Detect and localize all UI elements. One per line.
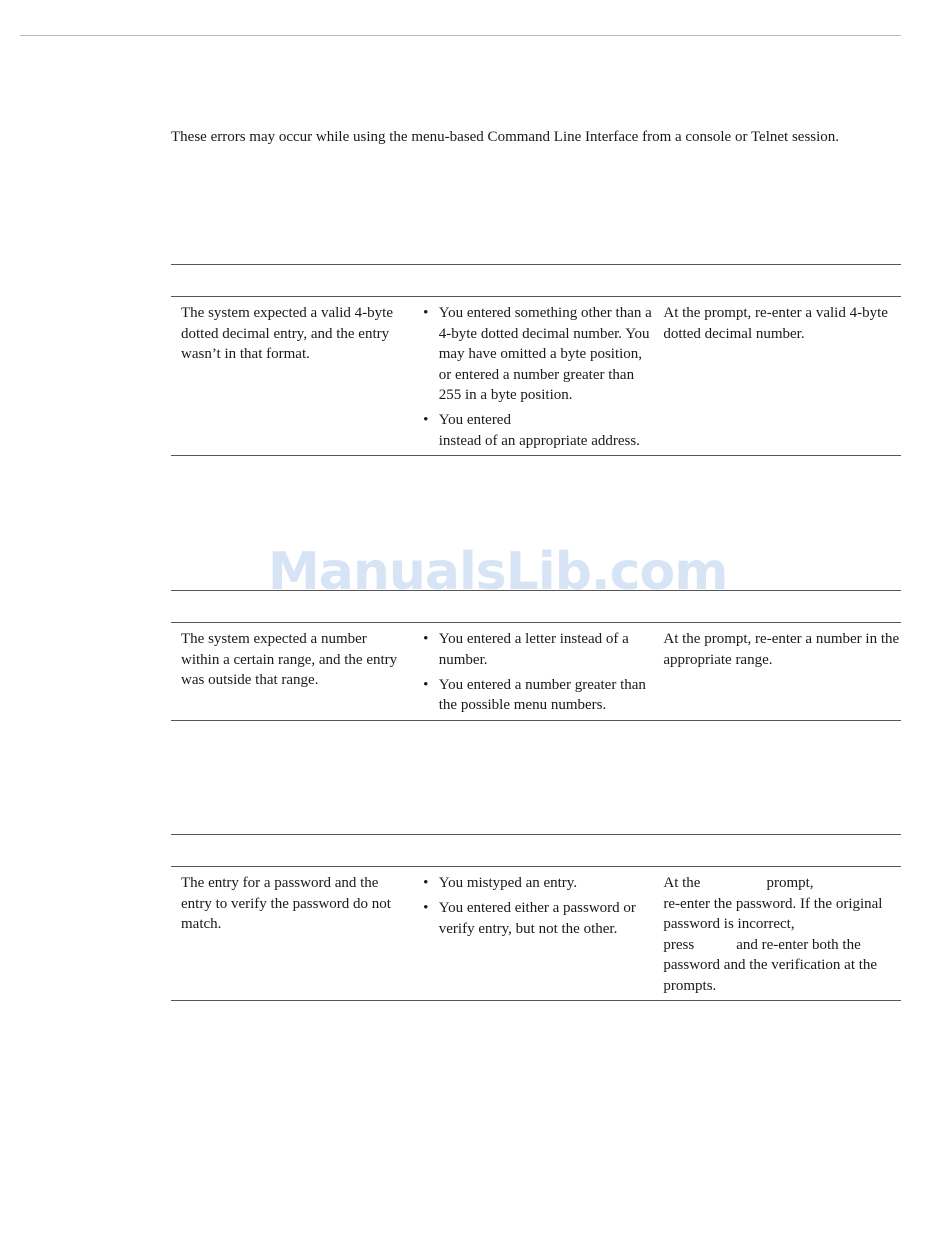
cause-list: [420, 629, 654, 716]
bullet-icon: •: [423, 631, 429, 647]
cause-list: [420, 303, 654, 451]
table-header-row: [171, 835, 901, 866]
watermark-logo: ManualsLib.com: [268, 542, 728, 602]
cause-item: • You entered a number greater than the possible menu numbers.: [420, 675, 654, 716]
cause-list: [420, 873, 654, 939]
table-row: [171, 622, 901, 721]
table-header-row: [171, 265, 901, 296]
action-text-2: prompt,: [766, 875, 814, 891]
recommended-action: At the prompt, re-enter a valid 4-byte dotted decimal number.: [663, 305, 888, 342]
error-table-password-mismatch: [171, 834, 901, 1001]
possible-causes: [410, 873, 654, 996]
cause-item: • You entered either a password or verify entry, but not the other.: [420, 898, 654, 939]
bullet-icon: •: [423, 676, 429, 693]
error-table-ip-address: [171, 264, 901, 456]
table-header-row: [171, 591, 901, 622]
error-description: The system expected a valid 4-byte dotted decimal entry, and the entry wasn’t in that format.: [181, 305, 394, 362]
intro-paragraph: These errors may occur while using the menu-based Command Line Interface from a console or Telnet session.: [171, 129, 840, 145]
bullet-icon: •: [423, 412, 429, 428]
cause-item: • You entered something other than a 4-byte dotted decimal number. You may have omitted a byte position, or entered a number greater than 255 in a byte position.: [420, 303, 654, 406]
recommended-action: [653, 873, 901, 996]
action-text-4: press: [663, 936, 695, 953]
cause-item: • You mistyped an entry.: [420, 873, 654, 894]
table-row: [171, 866, 901, 1001]
error-description: The entry for a password and the entry to verify the password do not match.: [181, 875, 391, 932]
possible-causes: [410, 303, 654, 451]
error-description: The system expected a number within a certain range, and the entry was outside that range.: [181, 631, 398, 688]
page-header-rule: [20, 35, 901, 36]
bullet-icon: •: [423, 875, 429, 891]
action-text-5: and re-enter both the password and the verification at the prompts.: [663, 936, 878, 994]
cause-item: • You entered a letter instead of a number.: [420, 629, 654, 670]
action-text-3: re-enter the password. If the original password is incorrect,: [663, 895, 883, 932]
table-row: [171, 296, 901, 456]
action-text-1: At the: [663, 875, 701, 891]
bullet-icon: •: [423, 305, 429, 321]
recommended-action: At the prompt, re-enter a number in the appropriate range.: [663, 631, 900, 668]
error-table-number-range: [171, 590, 901, 721]
cause-text: You entered instead of an appropriate address.: [438, 412, 640, 449]
bullet-icon: •: [423, 900, 429, 916]
possible-causes: [410, 629, 654, 716]
cause-item: [420, 410, 654, 451]
